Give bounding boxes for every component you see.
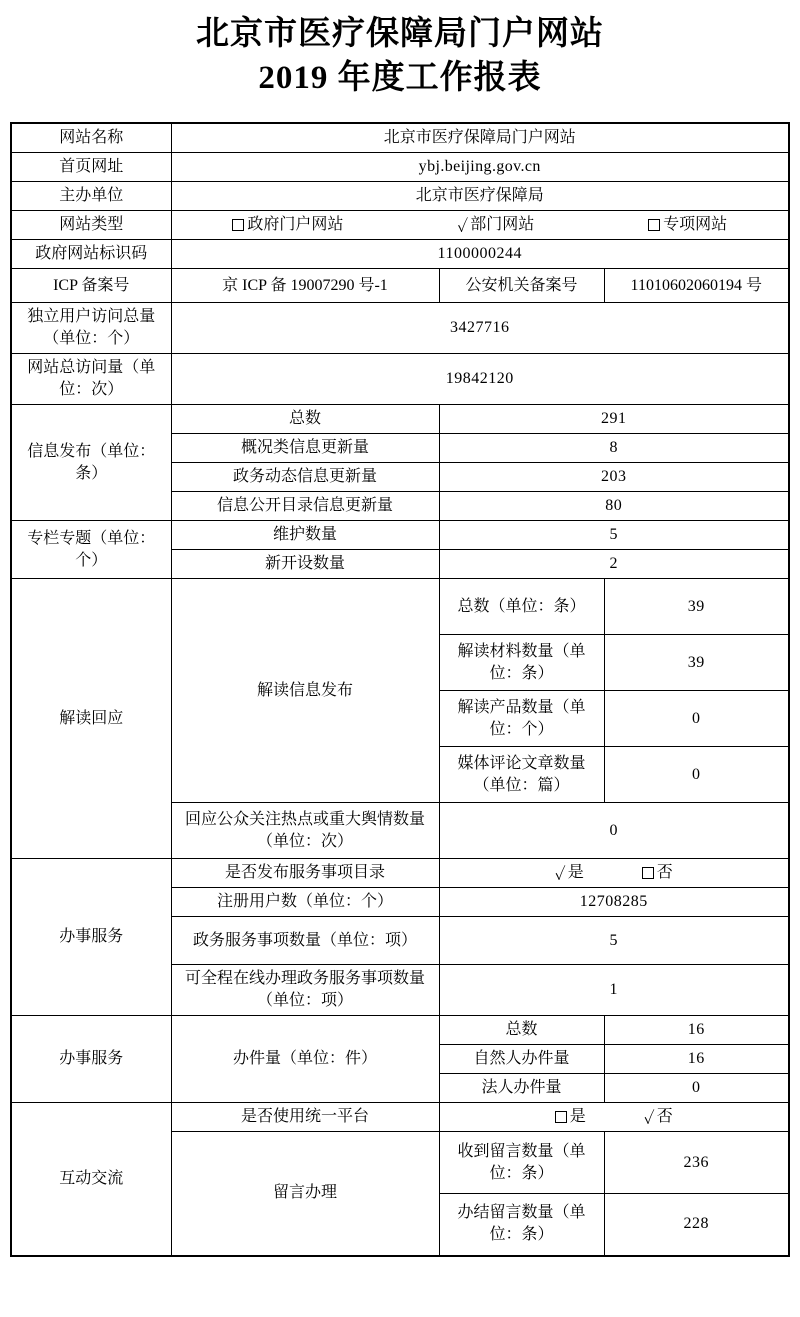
- interaction-item-label-0: 收到留言数量（单位：条）: [439, 1132, 604, 1194]
- table-row: [11, 269, 789, 303]
- interaction-group-label: 互动交流: [11, 1103, 171, 1256]
- columns-topics-item-label-0: 维护数量: [171, 521, 439, 550]
- interpretation-item-value-3: 0: [604, 747, 789, 803]
- unified-platform-value: [439, 1103, 789, 1132]
- registered-users-label: 注册用户数（单位：个）: [171, 888, 439, 917]
- checkmark-icon: ✓: [554, 864, 566, 884]
- site-name-label: 网站名称: [11, 123, 171, 153]
- police-filing-label: 公安机关备案号: [439, 269, 604, 303]
- service-catalog-value: [439, 859, 789, 888]
- icp-label: ICP 备案号: [11, 269, 171, 303]
- table-row: [11, 153, 789, 182]
- site-type-option-1[interactable]: [457, 214, 534, 236]
- site-type-option-0[interactable]: [232, 214, 343, 236]
- message-handling-subgroup-label: 留言办理: [171, 1132, 439, 1256]
- service-catalog-option-no[interactable]: [642, 862, 673, 884]
- table-row: [11, 211, 789, 240]
- info-release-item-label-0: 总数: [171, 405, 439, 434]
- title-line-2: 2019 年度工作报表: [258, 60, 542, 96]
- online-service-items-label: 可全程在线办理政务服务事项数量（单位：项）: [171, 965, 439, 1016]
- interaction-item-label-1: 办结留言数量（单位：条）: [439, 1194, 604, 1256]
- services-group-label: 办事服务: [11, 859, 171, 1016]
- unified-platform-option-no[interactable]: [644, 1106, 673, 1128]
- checkmark-icon: ✓: [643, 1108, 655, 1128]
- services2-item-label-2: 法人办件量: [439, 1074, 604, 1103]
- registered-users-value: 12708285: [439, 888, 789, 917]
- hotspot-response-label: 回应公众关注热点或重大舆情数量（单位：次）: [171, 803, 439, 859]
- unified-platform-option-yes[interactable]: [555, 1106, 586, 1128]
- sponsor-value: 北京市医疗保障局: [171, 182, 789, 211]
- interpretation-item-value-2: 0: [604, 691, 789, 747]
- info-release-group-label: 信息发布（单位：条）: [11, 405, 171, 521]
- services2-item-label-1: 自然人办件量: [439, 1045, 604, 1074]
- info-release-item-label-1: 概况类信息更新量: [171, 434, 439, 463]
- columns-topics-item-label-1: 新开设数量: [171, 550, 439, 579]
- service-catalog-option-group: [444, 862, 785, 884]
- title-line-1: 北京市医疗保障局门户网站: [196, 16, 604, 52]
- gov-site-code-value: 1100000244: [171, 240, 789, 269]
- info-release-item-value-2: 203: [439, 463, 789, 492]
- table-row: [11, 1016, 789, 1045]
- table-row: [11, 354, 789, 405]
- interpretation-item-value-0: 39: [604, 579, 789, 635]
- gov-service-items-label: 政务服务事项数量（单位：项）: [171, 917, 439, 965]
- option-label: 政府门户网站: [247, 216, 344, 233]
- interpretation-item-label-0: 总数（单位：条）: [439, 579, 604, 635]
- icp-value: 京 ICP 备 19007290 号-1: [171, 269, 439, 303]
- table-row: [11, 579, 789, 635]
- option-label: 否: [656, 1108, 673, 1125]
- unified-platform-option-group: [444, 1106, 785, 1128]
- page-title: [0, 0, 800, 100]
- unique-visitors-label: 独立用户访问总量（单位：个）: [11, 303, 171, 354]
- services2-item-value-2: 0: [604, 1074, 789, 1103]
- checkbox-unchecked-icon: [642, 867, 654, 879]
- unique-visitors-value: 3427716: [171, 303, 789, 354]
- police-filing-value: 11010602060194 号: [604, 269, 789, 303]
- info-release-item-value-3: 80: [439, 492, 789, 521]
- columns-topics-item-value-1: 2: [439, 550, 789, 579]
- option-label: 是: [569, 1108, 586, 1125]
- site-type-value: [171, 211, 789, 240]
- info-release-item-label-2: 政务动态信息更新量: [171, 463, 439, 492]
- services2-item-value-0: 16: [604, 1016, 789, 1045]
- option-label: 部门网站: [470, 216, 535, 233]
- hotspot-response-value: 0: [439, 803, 789, 859]
- gov-service-items-value: 5: [439, 917, 789, 965]
- site-name-value: 北京市医疗保障局门户网站: [171, 123, 789, 153]
- table-row: [11, 1103, 789, 1132]
- service-catalog-option-yes[interactable]: [555, 862, 584, 884]
- table-row: [11, 521, 789, 550]
- checkbox-unchecked-icon: [648, 219, 660, 231]
- services2-subgroup-label: 办件量（单位：件）: [171, 1016, 439, 1103]
- columns-topics-item-value-0: 5: [439, 521, 789, 550]
- checkbox-unchecked-icon: [232, 219, 244, 231]
- total-visits-value: 19842120: [171, 354, 789, 405]
- option-label: 专项网站: [663, 216, 728, 233]
- gov-site-code-label: 政府网站标识码: [11, 240, 171, 269]
- annual-report-table: [10, 122, 790, 1257]
- online-service-items-value: 1: [439, 965, 789, 1016]
- option-label: 是: [567, 864, 584, 881]
- interpretation-group-label: 解读回应: [11, 579, 171, 859]
- interaction-item-value-1: 228: [604, 1194, 789, 1256]
- sponsor-label: 主办单位: [11, 182, 171, 211]
- interpretation-item-value-1: 39: [604, 635, 789, 691]
- table-row: [11, 182, 789, 211]
- table-row: [11, 123, 789, 153]
- services2-item-label-0: 总数: [439, 1016, 604, 1045]
- service-catalog-label: 是否发布服务事项目录: [171, 859, 439, 888]
- interpretation-item-label-1: 解读材料数量（单位：条）: [439, 635, 604, 691]
- total-visits-label: 网站总访问量（单位：次）: [11, 354, 171, 405]
- columns-topics-group-label: 专栏专题（单位：个）: [11, 521, 171, 579]
- services2-item-value-1: 16: [604, 1045, 789, 1074]
- interaction-item-value-0: 236: [604, 1132, 789, 1194]
- site-type-label: 网站类型: [11, 211, 171, 240]
- checkbox-unchecked-icon: [555, 1111, 567, 1123]
- site-type-option-2[interactable]: [648, 214, 727, 236]
- interpretation-item-label-2: 解读产品数量（单位：个）: [439, 691, 604, 747]
- services2-group-label: 办事服务: [11, 1016, 171, 1103]
- info-release-item-value-1: 8: [439, 434, 789, 463]
- homepage-url-label: 首页网址: [11, 153, 171, 182]
- table-row: [11, 303, 789, 354]
- interpretation-item-label-3: 媒体评论文章数量（单位：篇）: [439, 747, 604, 803]
- info-release-item-label-3: 信息公开目录信息更新量: [171, 492, 439, 521]
- homepage-url-value: ybj.beijing.gov.cn: [171, 153, 789, 182]
- unified-platform-label: 是否使用统一平台: [171, 1103, 439, 1132]
- table-row: [11, 405, 789, 434]
- table-row: [11, 240, 789, 269]
- info-release-item-value-0: 291: [439, 405, 789, 434]
- table-row: [11, 859, 789, 888]
- interpretation-subgroup-label: 解读信息发布: [171, 579, 439, 803]
- report-table-wrapper: [10, 100, 790, 1257]
- option-label: 否: [656, 864, 673, 881]
- checkmark-icon: ✓: [457, 216, 469, 236]
- site-type-option-group: [176, 214, 785, 236]
